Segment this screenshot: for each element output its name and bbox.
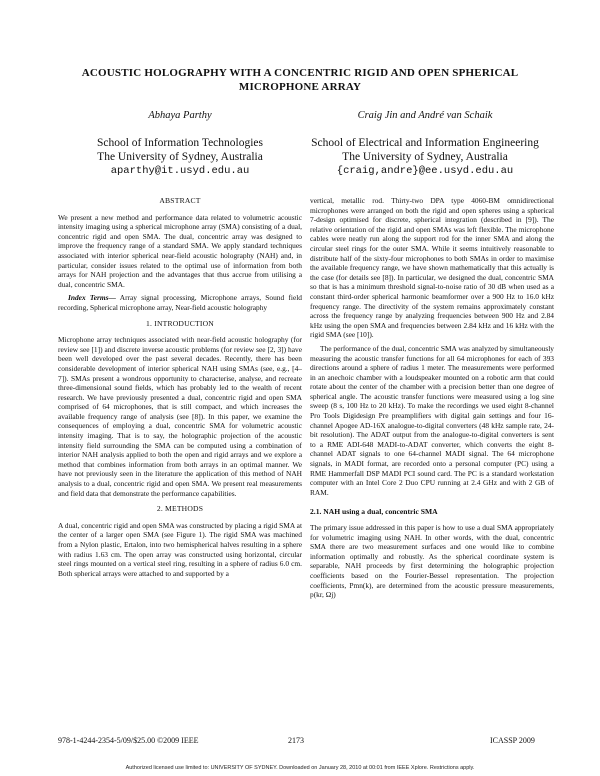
left-column: [58, 196, 302, 582]
affiliation-left-email: aparthy@it.usyd.edu.au: [110, 165, 250, 177]
affiliation-left-university: The University of Sydney, Australia: [97, 151, 263, 163]
affiliation-left: [58, 136, 302, 178]
right-paragraph-1: vertical, metallic rod. Thirty-two DPA type 4060-BM omnidirectional microphones were arranged on both the rigid and open spheres using a spherical 7-design optimised for discrete, spherical integration (described in [9]). The relative orientation of the rigid and open SMAs was left flexible. The microphone cables were neatly run along the support rod for the inner SMA and along the circular steel rings for the outer SMA. While it seems intuitively reasonable to distribute half of the sixty-four microphones to both SMAs in order to maximise the available frequency range, we have shown mathematically that this actually is the case (for details see [8]). In particular, we designed the dual, concentric SMA so that is has a minimum threshold signal-to-noise ratio of 30 dB when used as a constant third-order spherical harmonic beamformer over a 900 Hz to 16.0 kHz frequency range. The directivity of the system remains approximately constant across the frequency range by analyzing frequencies between 900 Hz and 2.84 kHz using the open SMA and frequencies between 2.84 kHz and 16 kHz with the rigid SMA (see [10]).: [310, 196, 554, 340]
author-right: Craig Jin and André van Schaik: [357, 110, 493, 121]
methods-text: A dual, concentric rigid and open SMA was constructed by placing a rigid SMA at the center of a larger open SMA (see Figure 1). The rigid SMA was machined from a Nylon plastic, Ertalon, into two hemispherical halves resulting in a sphere with radius 1.63 cm. The open array was constructed using horizontal, circular steel rings mounted on a vertical steel ring, resulting in a sphere of radius 6.0 cm. Both spherical arrays were attached to and supported by a: [58, 520, 302, 578]
right-paragraph-2: The performance of the dual, concentric SMA was analyzed by simultaneously measuring the acoustic transfer functions for all 64 microphones for each of 393 directions around a sphere of radius 1 meter. The measurements were performed in an anechoic chamber with a loudspeaker mounted on a robotic arm that could rotate about the center of the chamber with a precision better than one degree of spherical angle. The acoustic transfer functions were measured using a log sine sweep (8 s, 100 Hz to 20 kHz). To make the recordings we used eight 8-channel Pro Tools Digidesign Pre preamplifiers with digital gain settings and four 16-channel Apogee AD-16X analogue-to-digital converters (48 kHz sample rate, 24-bit resolution). The ADAT output from the analogue-to-digital converters is sent to a RME ADI-648 MADI-to-ADAT converter, which converts the eight 8-channel ADAT signals to one 64-channel MADI signal. The 64 microphone signals, in MADI format, are recorded onto a personal computer (PC) using a RME Hammerfall DSP MADI PCI sound card. The PC is a standard workstation computer with an Intel Core 2 Duo CPU running at 2.4 GHz and with 2 GB of RAM.: [310, 343, 554, 497]
affiliation-right-school: School of Electrical and Information Engineering: [311, 137, 539, 149]
right-column: [310, 196, 554, 604]
index-terms-label: Index Terms—: [68, 293, 116, 303]
paper-title: ACOUSTIC HOLOGRAPHY WITH A CONCENTRIC RIGID AND OPEN SPHERICAL MICROPHONE ARRAY: [81, 67, 519, 93]
affiliation-right-university: The University of Sydney, Australia: [342, 151, 508, 163]
affiliation-right: [300, 136, 550, 178]
index-terms-text: Array signal processing, Microphone arrays, Sound field recording, Spherical microphone array, Near-field acoustic holography: [58, 293, 302, 312]
abstract-text: We present a new method and performance data related to volumetric acoustic intensity imaging using a spherical microphone array (SMA) consisting of a dual, concentric rigid and open SMA. The dual, concentric array was designed to improve the frequency range of a standard SMA. We apply standard techniques associated with interior spherical near-field acoustic holography (NAH) and, in particular, consider issues related to the optimal use of information from both arrays for NAH projection and the advantages that thus accrue from utilising a dual, concentric SMA.: [58, 212, 302, 289]
affiliation-left-school: School of Information Technologies: [96, 137, 264, 149]
subsection-heading: 2.1. NAH using a dual, concentric SMA: [310, 507, 438, 517]
footer-page-number: 2173: [288, 736, 304, 745]
affiliation-right-email: {craig,andre}@ee.usyd.edu.au: [336, 165, 514, 177]
introduction-text: Microphone array techniques associated with near-field acoustic holography (for review see [1]) and discrete inverse acoustic problems (for review see [2, 3]) have been well developed over the past several decades. Recently, there has been considerable development of interior spherical NAH using SMAs (see, e.g., [4–7]). SMAs present a wondrous opportunity to characterise, analyse, and recreate three-dimensional sound fields, which has probably led to the wealth of recent research. We have previously presented a dual, concentric rigid and open SMA comprised of 64 microphones, that is still compact, and which increases the available frequency range of analysis (see [8]). In this paper, we examine the consequences of employing a dual, concentric SMA for volumetric acoustic intensity imaging. That is to say, the holographic projection of the acoustic intensity field surrounding the SMA can be computed using a combination of interior NAH analysis applied to both the open and rigid arrays and we explore a method that combines information from both arrays in an optimal manner. We have not previously seen in the literature the application of this method of NAH analysis to a dual, concentric rigid and open SMA. We present real measurements and field data that demonstrate the performance capabilities.: [58, 335, 302, 498]
methods-heading: 2. METHODS: [156, 504, 204, 514]
abstract-heading: ABSTRACT: [159, 196, 201, 205]
right-paragraph-3: The primary issue addressed in this paper is how to use a dual SMA appropriately for volumetric imaging using NAH. In other words, with the dual, concentric SMA there are two measurement surfaces and one would like to combine information optimally and robustly. As the spherical coordinate system is separable, NAH proceeds by first determining the holographic projection coefficients based on the Fourier-Bessel representation. The projection coefficients, Pmn(k), are determined from the acoustic pressure measurements, p(kr, Ωj): [310, 523, 554, 600]
license-note: Authorized licensed use limited to: UNIVERSITY OF SYDNEY. Downloaded on January 28, 2010 at 00:01 from IEEE Xplore. Restrictions apply.: [125, 765, 475, 771]
introduction-heading: 1. INTRODUCTION: [146, 318, 214, 328]
footer-conference: ICASSP 2009: [490, 736, 535, 745]
author-left: Abhaya Parthy: [148, 110, 212, 121]
index-terms: [58, 293, 302, 312]
footer-isbn: 978-1-4244-2354-5/09/$25.00 ©2009 IEEE: [58, 736, 199, 745]
